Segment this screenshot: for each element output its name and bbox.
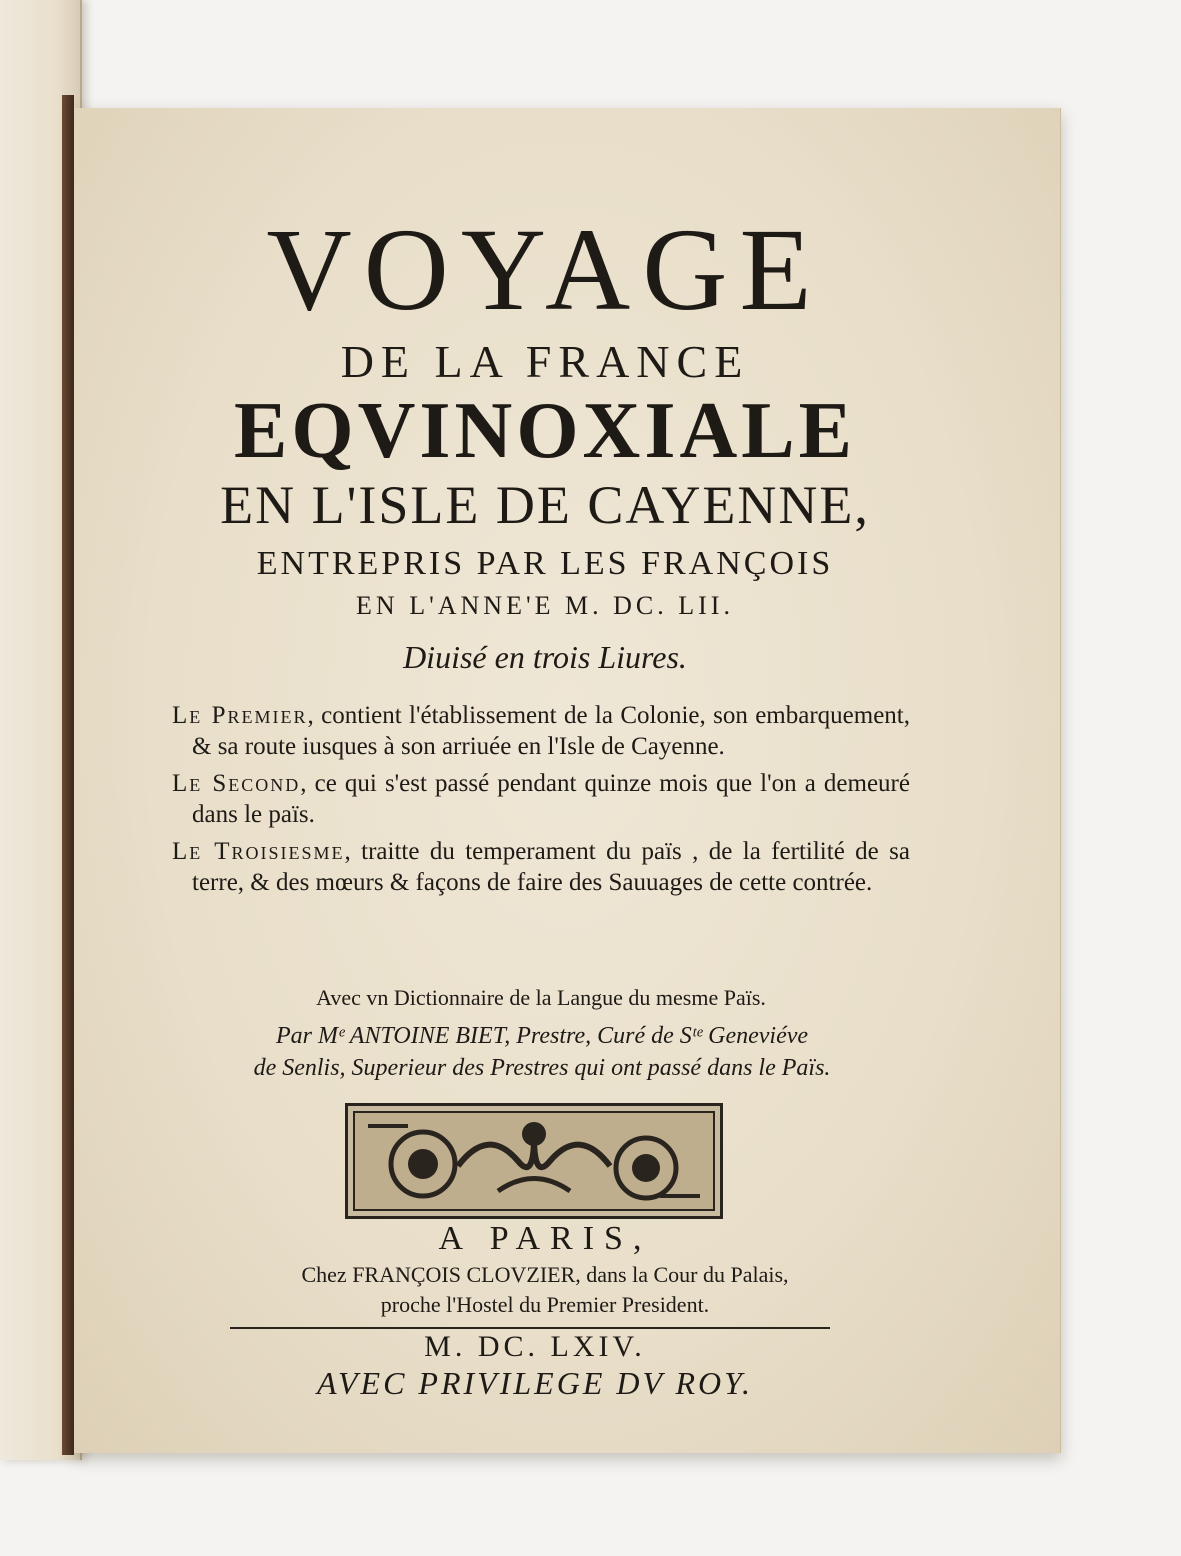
title-annee: EN L'ANNE'E M. DC. LII. <box>356 591 734 620</box>
book-entry <box>172 700 910 762</box>
imprint-publisher: Chez FRANÇOIS CLOVZIER, dans la Cour du Palais, <box>301 1262 789 1287</box>
title-voyage: VOYAGE <box>266 204 824 335</box>
book-text: , traitte du temperament du païs , de la fertilité de sa terre, & des mœurs & façons de faire des Sauuages de cette contrée. <box>192 838 910 896</box>
imprint-city: A PARIS, <box>438 1220 652 1257</box>
title-isle-de-cayenne: EN L'ISLE DE CAYENNE, <box>220 475 870 535</box>
author-block <box>172 1020 912 1084</box>
printers-ornament <box>345 1103 723 1219</box>
publication-year: M. DC. LXIV. <box>424 1330 646 1363</box>
books-list <box>172 700 910 904</box>
book-label: Le Troisiesme <box>172 838 345 865</box>
title-entrepris: ENTREPRIS PAR LES FRANÇOIS <box>256 545 834 582</box>
title-divise: Diuisé en trois Liures. <box>403 639 687 675</box>
title-de-la-france: DE LA FRANCE <box>340 336 750 387</box>
dictionary-note: Avec vn Dictionnaire de la Langue du mesme Païs. <box>316 985 766 1010</box>
author-line-1: Par Mᵉ ANTOINE BIET, Prestre, Curé de Sᵗᵉ Geneviéve <box>275 1023 809 1049</box>
ornament-icon <box>348 1106 720 1216</box>
title-block <box>160 204 930 680</box>
book-text: , ce qui s'est passé pendant quinze mois que l'on a demeuré dans le païs. <box>192 770 910 828</box>
privilege-line: AVEC PRIVILEGE DV ROY. <box>317 1365 753 1401</box>
book-label: Le Premier <box>172 702 308 729</box>
title-equinoxiale: EQVINOXIALE <box>234 387 856 475</box>
book-label: Le Second <box>172 770 301 797</box>
book-text: , contient l'établissement de la Colonie, son embarquement, & sa route iusques à son arriuée en l'Isle de Cayenne. <box>192 702 910 760</box>
book-entry <box>172 768 910 830</box>
imprint-address: proche l'Hostel du Premier President. <box>380 1292 710 1317</box>
imprint <box>175 1218 915 1320</box>
book-cover-edge <box>62 95 74 1455</box>
author-line-2: de Senlis, Superieur des Prestres qui ont passé dans le Païs. <box>253 1055 831 1081</box>
horizontal-rule <box>230 1327 830 1329</box>
book-entry <box>172 836 910 898</box>
